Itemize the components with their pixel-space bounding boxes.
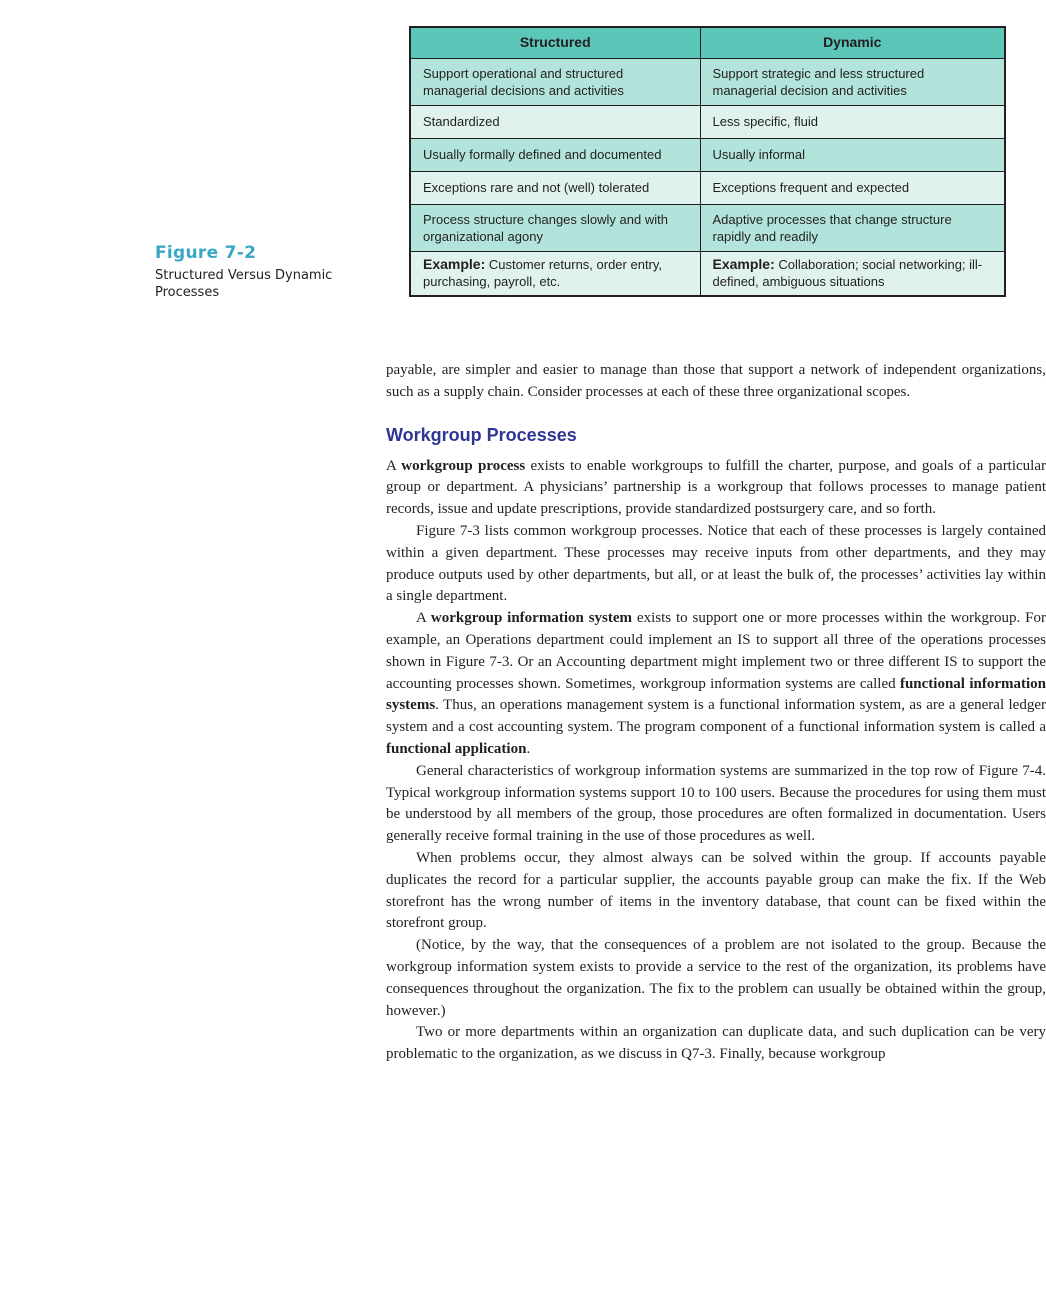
structured-vs-dynamic-table	[409, 26, 1006, 297]
cell-dynamic: Usually informal	[700, 138, 1005, 171]
key-term: workgroup process	[401, 457, 526, 474]
cell-dynamic-example	[700, 251, 1005, 296]
example-dynamic-text: Collaboration; social networking; ill-defined, ambiguous situations	[712, 257, 983, 290]
figure-title: Structured Versus Dynamic Processes	[155, 268, 333, 300]
key-term: workgroup information system	[430, 610, 633, 627]
text-run: exists to support one or more processes within the workgroup. For example, an Operations department could implement an IS to support all three of the operations processes shown in Figure 7-3. Or an Accounting department might implement two or three different IS to support the accounting processes shown. Sometimes, workgroup information systems are called	[386, 610, 1046, 692]
paragraph-3	[386, 608, 1046, 761]
section-heading: Workgroup Processes	[386, 424, 577, 445]
text-run: A	[386, 457, 402, 474]
cell-structured: Standardized	[410, 105, 700, 138]
table-example-row	[410, 251, 1005, 296]
text-run: A	[416, 610, 431, 627]
table-row	[410, 171, 1005, 204]
key-term: functional information systems	[386, 675, 1046, 714]
body-text	[386, 360, 1046, 1066]
text-run: .	[526, 740, 531, 757]
intro-paragraph: payable, are simpler and easier to manage than those that support a network of independent organizations, such as a supply chain. Consider processes at each of these three organizational scopes.	[386, 362, 1046, 400]
cell-dynamic: Exceptions frequent and expected	[700, 171, 1005, 204]
cell-structured: Usually formally defined and documented	[410, 138, 700, 171]
figure-number: Figure 7-2	[155, 243, 257, 263]
table-row	[410, 105, 1005, 138]
cell-dynamic: Adaptive processes that change structure rapidly and readily	[700, 204, 1005, 251]
example-label: Example:	[712, 256, 775, 273]
text-run: exists to enable workgroups to fulfill the charter, purpose, and goals of a particular group or department. A physicians’ partnership is a workgroup that follows processes to manage patient records, issue and update prescriptions, provide standardized postsurgery care, and so forth.	[386, 457, 1046, 518]
table-header-row	[410, 27, 1005, 58]
cell-structured: Process structure changes slowly and with organizational agony	[410, 204, 700, 251]
cell-dynamic: Support strategic and less structured managerial decision and activities	[700, 58, 1005, 105]
cell-structured: Exceptions rare and not (well) tolerated	[410, 171, 700, 204]
text-run: . Thus, an operations management system is a functional information system, as are a general ledger system and a cost accounting system. The program component of a functional information system is called a	[386, 697, 1046, 736]
cell-structured: Support operational and structured managerial decisions and activities	[410, 58, 700, 105]
header-structured: Structured	[410, 27, 700, 58]
example-label: Example:	[423, 256, 486, 273]
paragraph-5: When problems occur, they almost always can be solved within the group. If accounts payable duplicates the record for a particular supplier, the accounts payable group can make the fix. If the Web storefront has the wrong number of items in the inventory database, that count can be fixed within the storefront group.	[386, 849, 1046, 932]
paragraph-6: (Notice, by the way, that the consequences of a problem are not isolated to the group. Because the workgroup information system exists to provide a service to the rest of the organization, its problems have consequences throughout the organization. The fix to the problem can usually be obtained within the group, however.)	[386, 937, 1046, 1019]
table-row	[410, 138, 1005, 171]
figure-caption	[155, 243, 345, 301]
paragraph-1	[386, 456, 1046, 521]
header-dynamic: Dynamic	[700, 27, 1005, 58]
table-row	[410, 204, 1005, 251]
paragraph-7: Two or more departments within an organization can duplicate data, and such duplication can be very problematic to the organization, as we discuss in Q7-3. Finally, because workgroup	[386, 1024, 1046, 1063]
paragraph-2: Figure 7-3 lists common workgroup processes. Notice that each of these processes is largely contained within a given department. These processes may receive inputs from other departments, and they may produce outputs used by other departments, but all, or at least the bulk of, the processes’ activities lay within a single department.	[386, 522, 1046, 605]
table-row	[410, 58, 1005, 105]
paragraph-4: General characteristics of workgroup information systems are summarized in the top row of Figure 7-4. Typical workgroup information systems support 10 to 100 users. Because the procedures for using them must be understood by all members of the group, those procedures are often formalized in documentation. Users generally receive formal training in the use of those procedures as well.	[386, 762, 1046, 845]
key-term: functional application	[386, 740, 527, 757]
cell-dynamic: Less specific, fluid	[700, 105, 1005, 138]
example-structured-text: Customer returns, order entry, purchasing, payroll, etc.	[423, 257, 663, 290]
cell-structured-example	[410, 251, 700, 296]
